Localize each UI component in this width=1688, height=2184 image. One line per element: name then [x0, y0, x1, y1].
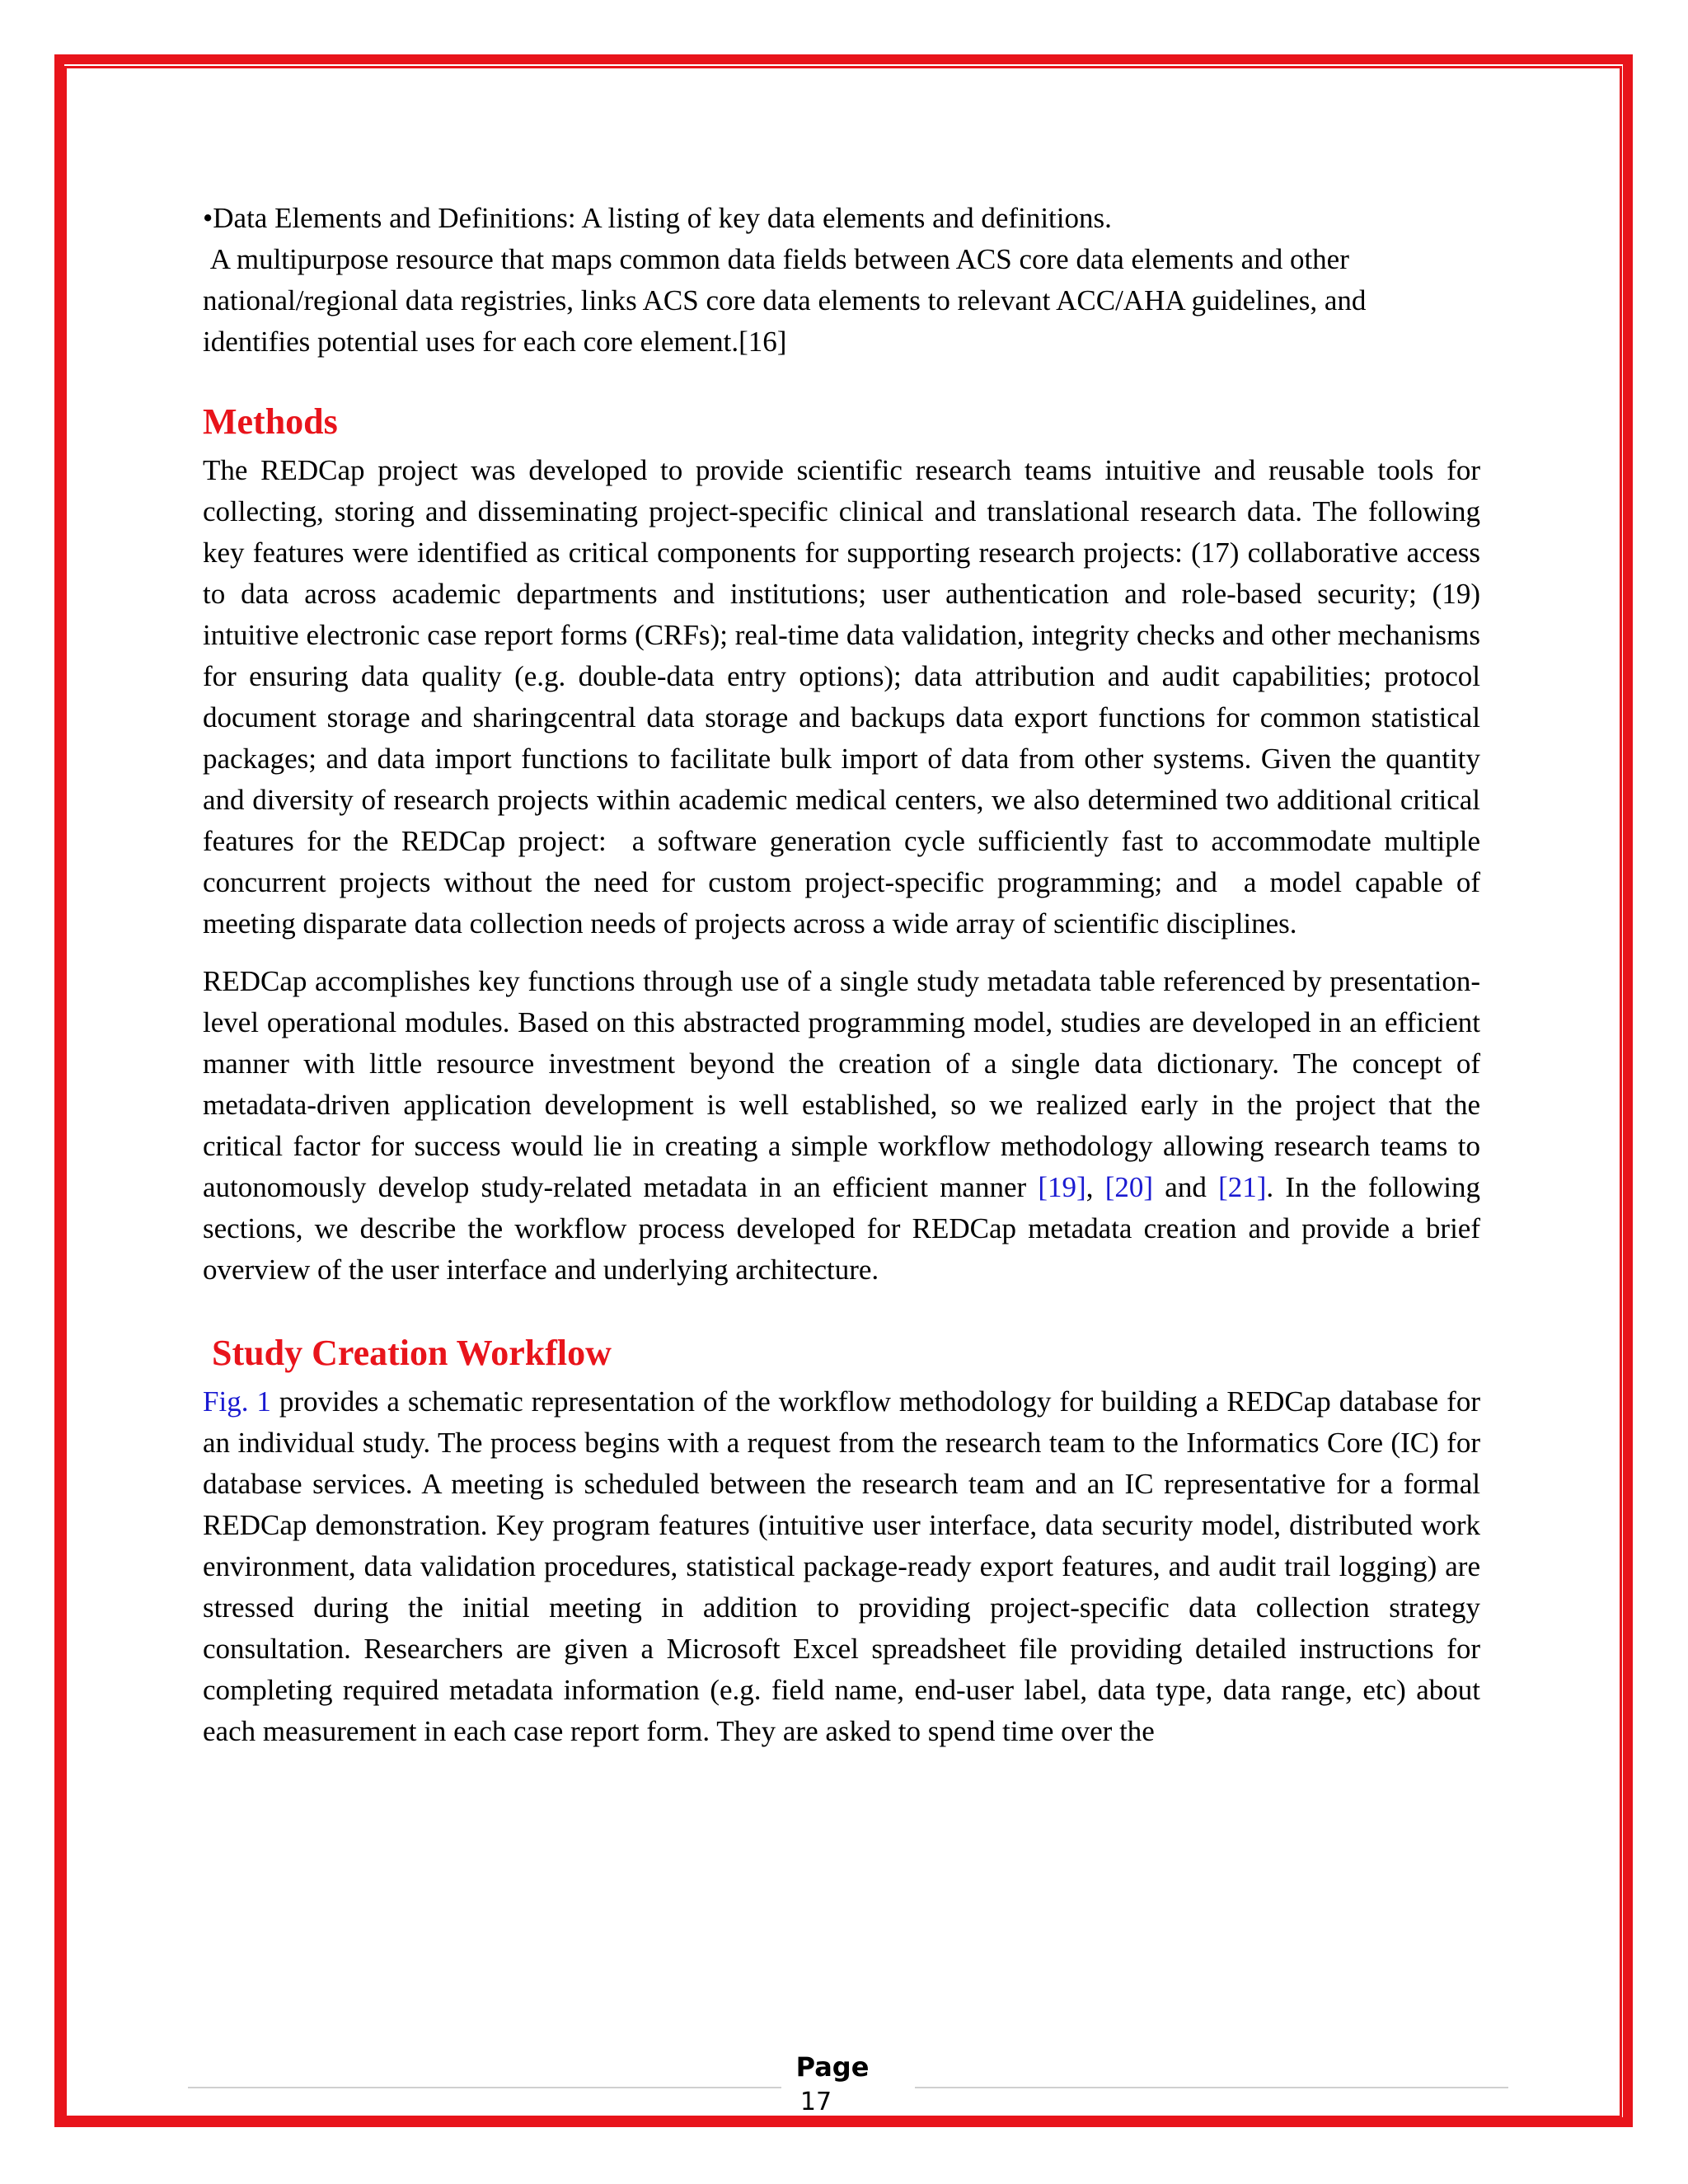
page-label: Page — [795, 2051, 870, 2083]
reference-link-21[interactable]: [21] — [1218, 1171, 1267, 1203]
methods-heading: Methods — [203, 401, 338, 442]
methods-paragraph-1: The REDCap project was developed to provide scientific research teams intuitive and reusable tools for collecting, storing and disseminating project-specific clinical and translational research data. The following key features were identified as critical components for supporting research projects: (17) collaborative access to data across academic departments and institutions; user authentication and role-based security; (19) intuitive electronic case report forms (CRFs); real-time data validation, integrity checks and other mechanisms for ensuring data quality (e.g. double-data entry options); data attribution and audit capabilities; protocol document storage and sharingcentral data storage and backups data export functions for common statistical packages; and data import functions to facilitate bulk import of data from other systems. Given the quantity and diversity of research projects within academic medical centers, we also determined two additional critical features for the REDCap project: a software generation cycle sufficiently fast to accommodate multiple concurrent projects without the need for custom project-specific programming; and a model capable of meeting disparate data collection needs of projects across a wide array of scientific disciplines. — [203, 454, 1488, 940]
reference-separator: and — [1153, 1171, 1219, 1203]
footer-rule-right — [915, 2087, 1508, 2088]
page-number: 17 — [799, 2088, 832, 2116]
reference-link-19[interactable]: [19] — [1038, 1171, 1086, 1203]
document-body — [203, 198, 1488, 1752]
methods-paragraph-2 — [203, 961, 1480, 1291]
intro-description: A multipurpose resource that maps common data fields between ACS core data elements and other national/regional data registries, links ACS core data elements to relevant ACC/AHA guidelines, and identifies potential uses for each core element.[16] — [203, 243, 1374, 358]
figure-1-link[interactable]: Fig. 1 — [203, 1385, 271, 1418]
study-creation-text: provides a schematic representation of the workflow methodology for building a REDCap database for an individual study. The process begins with a request from the research team to the Informatics Core (IC) for database services. A meeting is scheduled between the research team and an IC representative for a formal REDCap demonstration. Key program features (intuitive user interface, data security model, distributed work environment, data validation procedures, statistical package-ready export features, and audit trail logging) are stressed during the initial meeting in addition to providing project-specific data collection strategy consultation. Researchers are given a Microsoft Excel spreadsheet file providing detailed instructions for completing required metadata information (e.g. field name, end-user label, data type, data range, etc) about each measurement in each case report form. They are asked to spend time over the — [203, 1385, 1480, 1747]
footer-rule-left — [188, 2087, 781, 2088]
methods-paragraph-2-text: REDCap accomplishes key functions through use of a single study metadata table referenced by presentation-level operational modules. Based on this abstracted programming model, studies are developed in an efficient manner with little resource investment beyond the creation of a single data dictionary. The concept of metadata-driven application development is well established, so we realized early in the project that the critical factor for success would lie in creating a simple workflow methodology allowing research teams to autonomously develop study-related metadata in an efficient manner — [203, 965, 1480, 1203]
methods-paragraph-2-text-end: . In the following sections, we describe the workflow process developed for REDCap metadata creation and provide a brief overview of the user interface and underlying architecture. — [203, 1171, 1480, 1286]
reference-link-20[interactable]: [20] — [1104, 1171, 1154, 1203]
reference-separator: , — [1085, 1171, 1105, 1203]
study-creation-heading: Study Creation Workflow — [203, 1333, 612, 1373]
intro-bullet-line: •Data Elements and Definitions: A listing of key data elements and definitions. — [203, 202, 1112, 234]
study-creation-paragraph — [203, 1381, 1480, 1752]
